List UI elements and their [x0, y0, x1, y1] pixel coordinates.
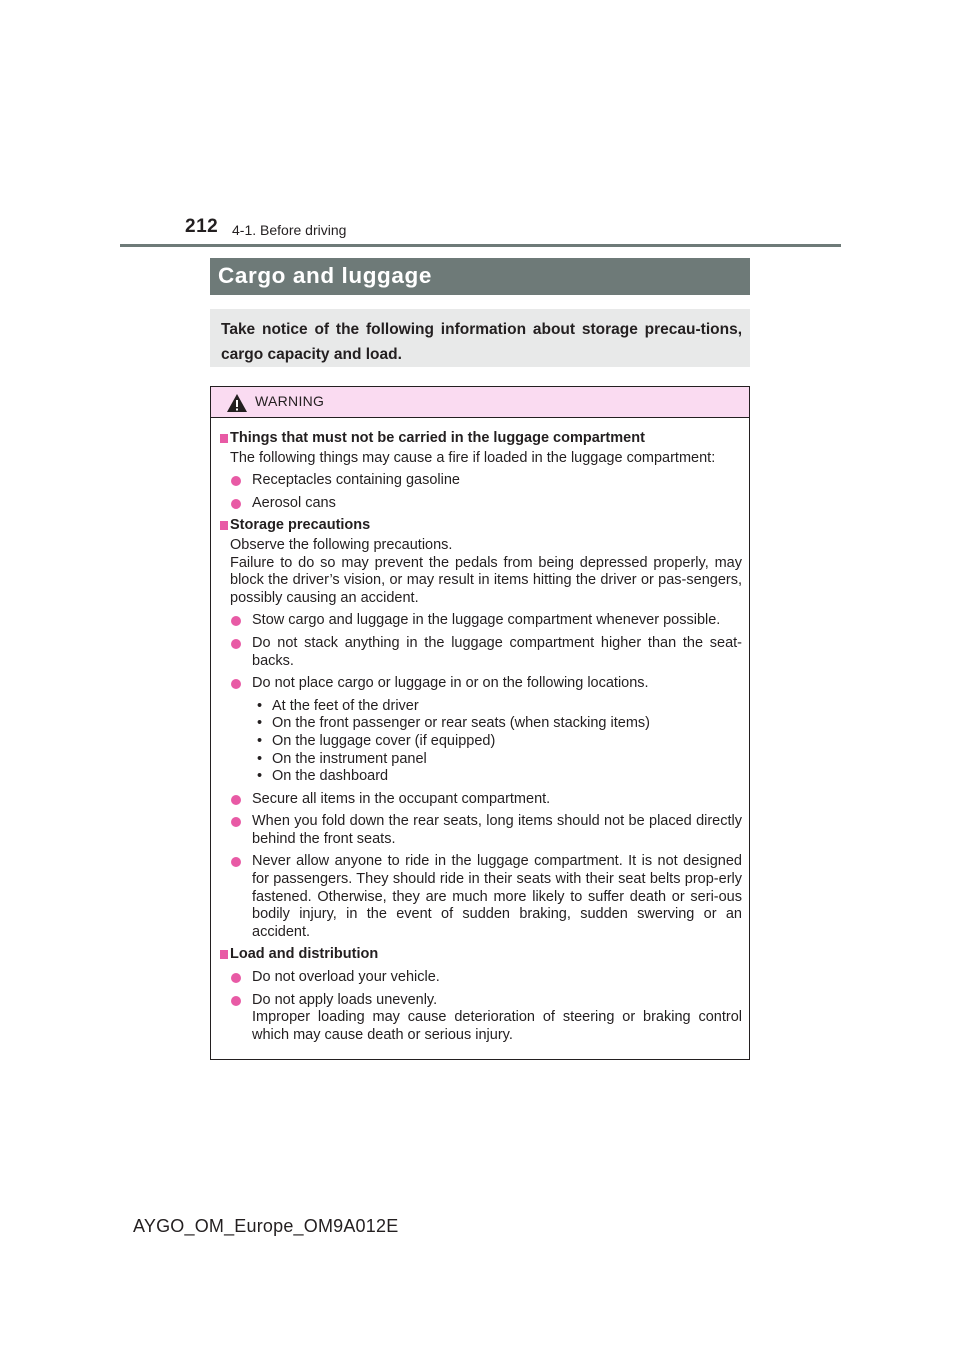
list-item-text: Do not overload your vehicle.	[252, 969, 440, 986]
list-item-text: Do not stack anything in the luggage compartment higher than the seat-backs.	[252, 634, 742, 669]
round-bullet-icon	[231, 817, 241, 827]
list-item	[230, 675, 742, 693]
round-bullet-icon	[231, 476, 241, 486]
warning-header	[211, 387, 749, 418]
warning-paragraph: The following things may cause a fire if loaded in the luggage compartment:	[230, 449, 716, 466]
warning-paragraph: Failure to do so may prevent the pedals from being depressed properly, may block the driver’s vision, or may result in items hitting the driver or pas-sengers, possibly causing an accident.	[230, 554, 742, 606]
warning-label: WARNING	[255, 393, 325, 409]
sub-list-item: • On the instrument panel	[257, 751, 742, 769]
list-item	[230, 969, 742, 987]
sub-list-item: • On the dashboard	[257, 768, 742, 786]
header-rule	[120, 244, 841, 247]
warning-triangle-icon	[226, 393, 248, 413]
list-item	[230, 992, 742, 1045]
list-item-text: When you fold down the rear seats, long items should not be placed directly behind the front seats.	[252, 813, 742, 847]
list-item	[230, 813, 742, 848]
warning-section-heading	[220, 946, 742, 964]
round-bullet-icon	[231, 679, 241, 689]
list-item	[230, 472, 742, 490]
page-number: 212	[185, 216, 219, 237]
list-item-text: Stow cargo and luggage in the luggage compartment whenever possible.	[252, 612, 721, 629]
list-item	[230, 635, 742, 670]
round-bullet-icon	[231, 639, 241, 649]
round-bullet-icon	[231, 616, 241, 626]
list-item	[230, 612, 742, 630]
list-item	[230, 495, 742, 513]
title-bar	[210, 258, 750, 295]
sub-list-item: • On the front passenger or rear seats (when stacking items)	[257, 715, 742, 733]
warning-section-heading-text: Things that must not be carried in the luggage compartment	[230, 430, 645, 446]
round-bullet-icon	[231, 857, 241, 867]
list-item-text: Secure all items in the occupant compartment.	[252, 790, 551, 807]
footer-document-code: AYGO_OM_Europe_OM9A012E	[133, 1216, 399, 1236]
warning-section-heading	[220, 430, 742, 448]
square-bullet-icon	[220, 521, 228, 530]
square-bullet-icon	[220, 950, 228, 959]
list-item-text: Do not apply loads unevenly.	[252, 991, 438, 1008]
round-bullet-icon	[231, 795, 241, 805]
round-bullet-icon	[231, 996, 241, 1006]
sub-list	[257, 698, 742, 786]
list-item	[230, 853, 742, 941]
warning-section-heading-text: Storage precautions	[230, 517, 371, 534]
intro-box: Take notice of the following information about storage precau-tions, cargo capacity and load.	[210, 309, 750, 367]
warning-section-heading	[220, 517, 742, 535]
warning-body	[211, 418, 749, 1044]
warning-box	[210, 386, 750, 1060]
sub-list-item: • On the luggage cover (if equipped)	[257, 733, 742, 751]
round-bullet-icon	[231, 499, 241, 509]
round-bullet-icon	[231, 973, 241, 983]
warning-section-heading-text: Load and distribution	[230, 946, 379, 963]
page-title: Cargo and luggage	[218, 263, 432, 288]
list-item-text: Aerosol cans	[252, 494, 336, 511]
list-item-detail: Improper loading may cause deterioration of steering or braking control which may cause death or serious injury.	[252, 1009, 742, 1043]
list-item-text: Receptacles containing gasoline	[252, 472, 460, 489]
section-label: 4-1. Before driving	[232, 222, 347, 238]
list-item-text: Do not place cargo or luggage in or on the following locations.	[252, 675, 649, 692]
list-item	[230, 791, 742, 809]
list-item-text: Never allow anyone to ride in the luggage compartment. It is not designed for passengers. They should ride in their seats with their seat belts prop-erly fastened. Otherwise, they are much more likely to suffer death or seri-ous bodily injury, in the event of sudden braking, sudden swerving or an accident.	[252, 853, 742, 940]
square-bullet-icon	[220, 434, 228, 443]
sub-list-item: • At the feet of the driver	[257, 698, 742, 716]
warning-paragraph: Observe the following precautions.	[230, 536, 453, 553]
